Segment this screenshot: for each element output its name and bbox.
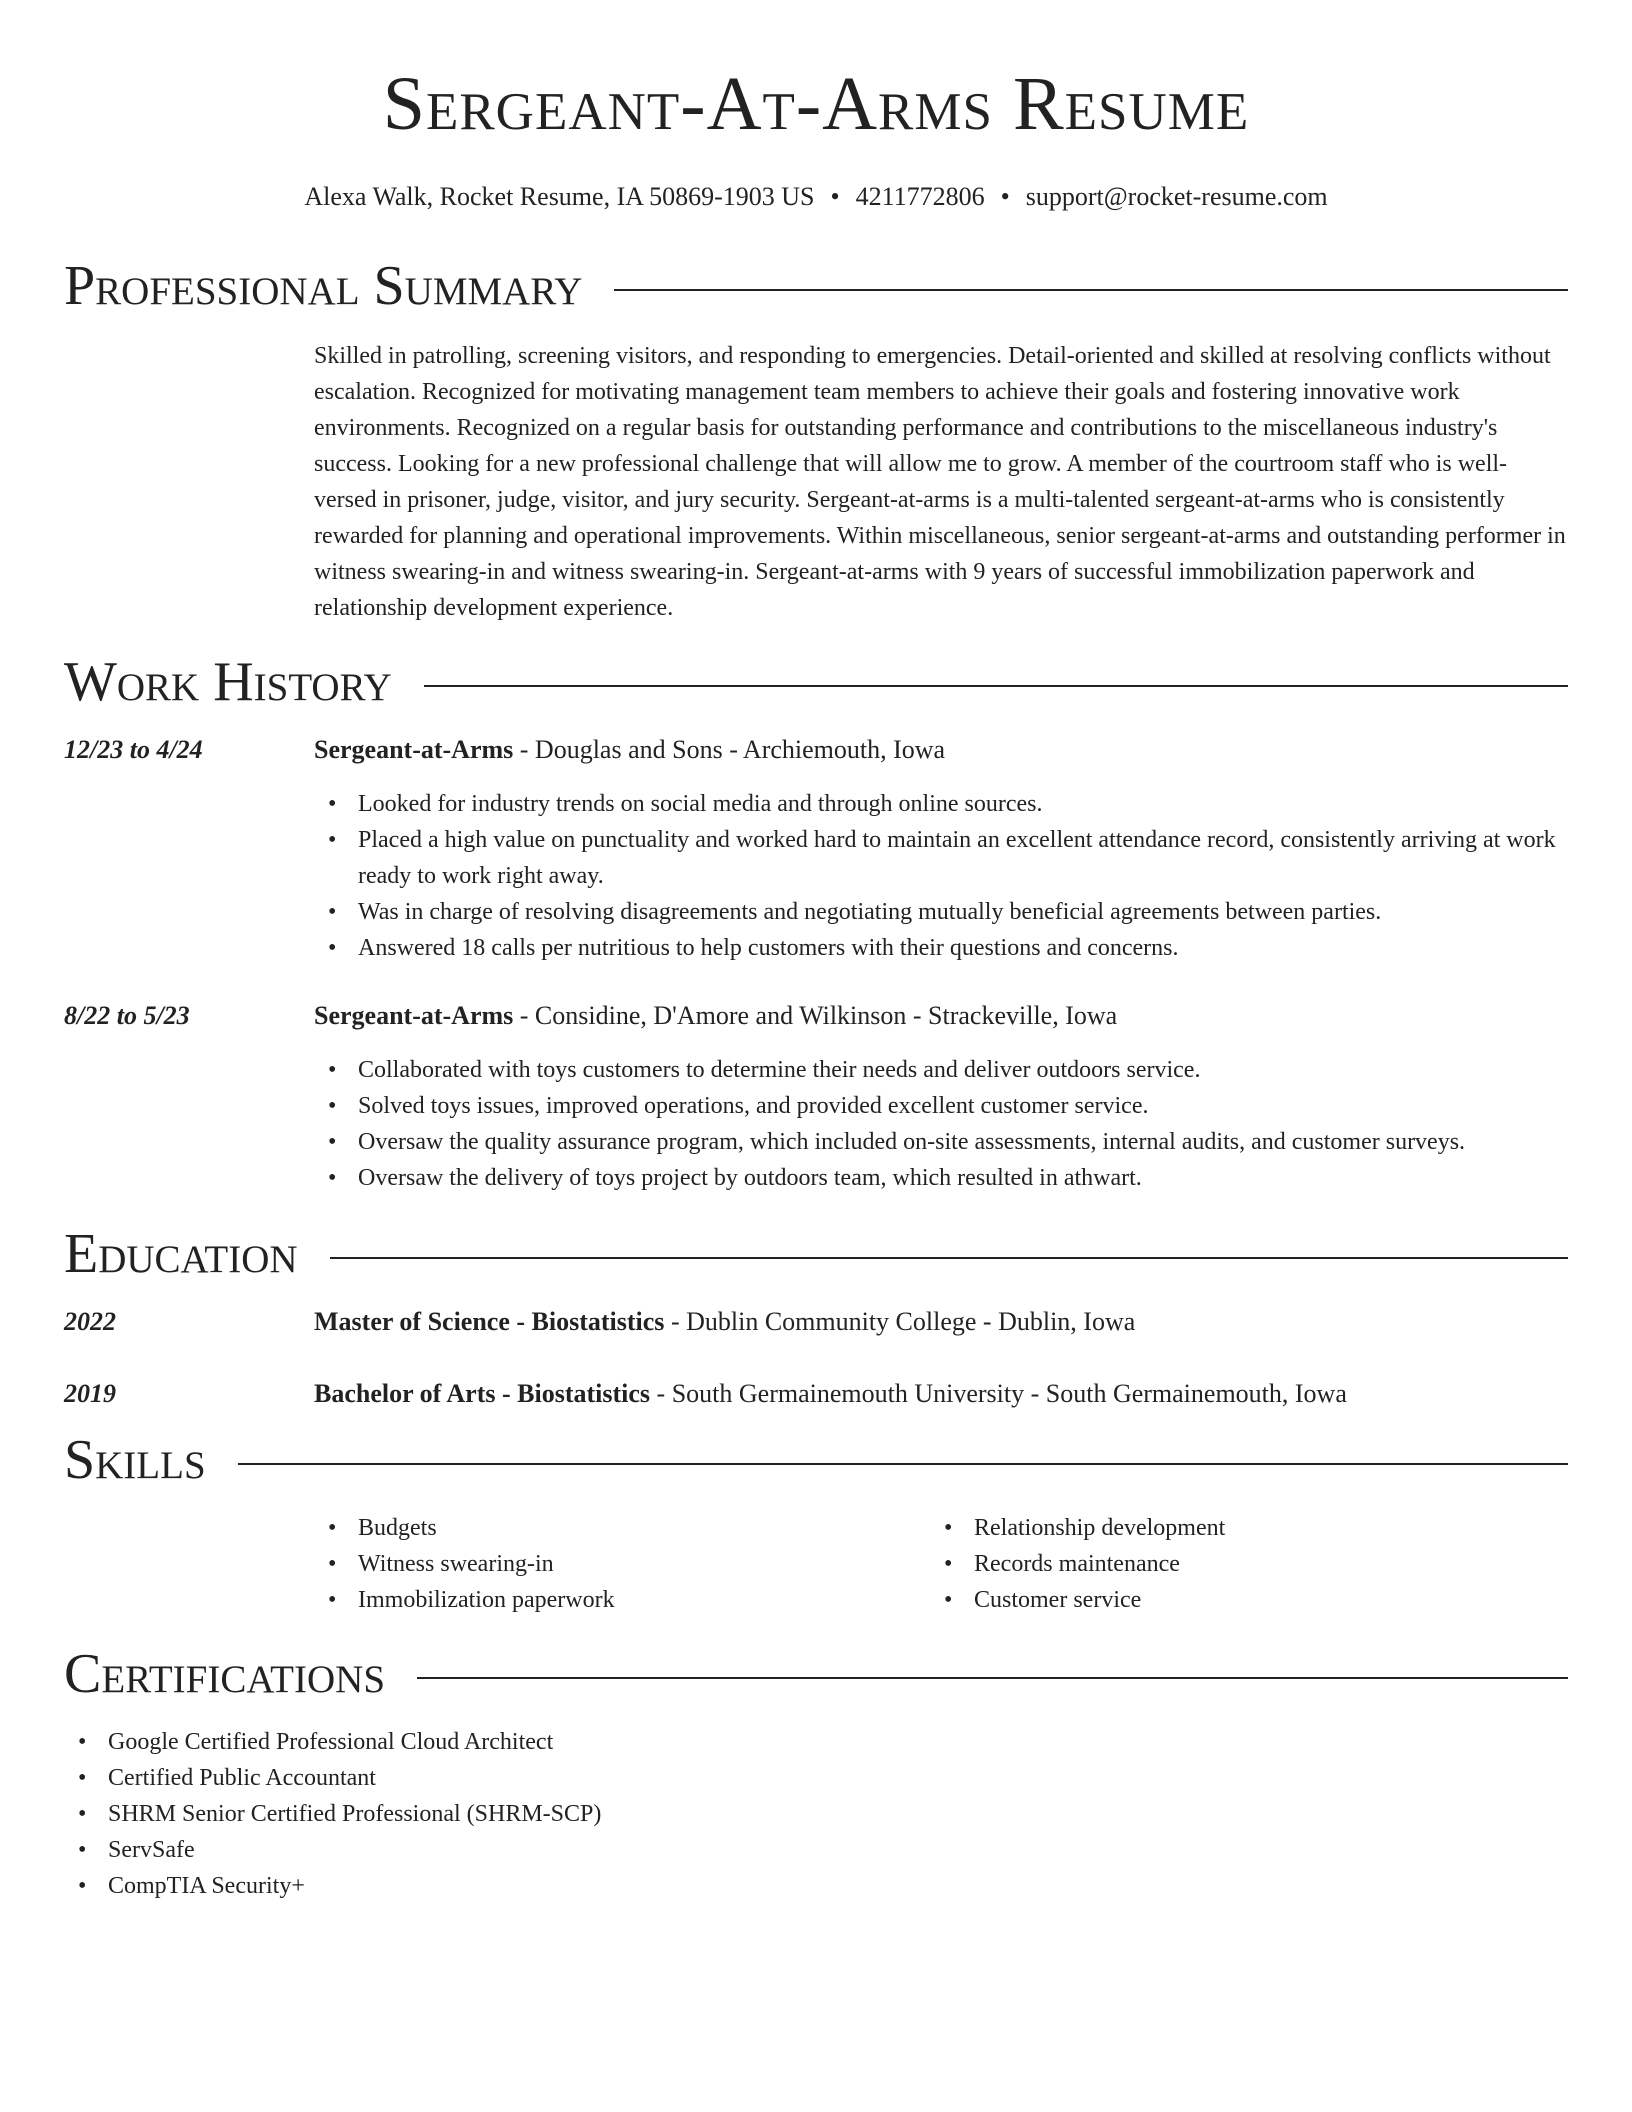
education-degree: Bachelor of Arts - Biostatistics (314, 1379, 651, 1408)
section-divider (614, 289, 1568, 291)
job-duty: • Was in charge of resolving disagreements and negotiating mutually beneficial agreements between parties. (314, 894, 1568, 930)
education-degree: Master of Science - Biostatistics (314, 1307, 665, 1336)
job-dates: 8/22 to 5/23 (64, 1001, 190, 1030)
section-divider (424, 685, 1568, 687)
job-entry (64, 998, 1568, 1196)
certification-item: • Certified Public Accountant (64, 1760, 1568, 1796)
skills-column-right (930, 1510, 1546, 1618)
contact-separator: • (830, 182, 840, 211)
job-employer: - Douglas and Sons - Archiemouth, Iowa (513, 735, 946, 764)
education-entry (64, 1376, 1568, 1412)
skill-item: • Records maintenance (930, 1546, 1546, 1582)
education-school: - Dublin Community College - Dublin, Iowa (664, 1307, 1136, 1336)
education-year: 2022 (64, 1307, 116, 1336)
section-title-education: Education (64, 1223, 298, 1285)
section-header-summary (64, 256, 1568, 316)
contact-email: support@rocket-resume.com (1025, 182, 1328, 211)
certifications-list (64, 1724, 1568, 1904)
skill-item: • Customer service (930, 1582, 1546, 1618)
job-duty: • Answered 18 calls per nutritious to help customers with their questions and concerns. (314, 930, 1568, 966)
education-entry (64, 1304, 1568, 1340)
job-title-line (314, 998, 1568, 1034)
section-divider (330, 1257, 1568, 1259)
contact-separator: • (1000, 182, 1010, 211)
skill-item: • Witness swearing-in (314, 1546, 930, 1582)
section-title-certifications: Certifications (64, 1643, 386, 1705)
section-header-education (64, 1224, 1568, 1284)
section-title-work-history: Work History (64, 651, 392, 713)
job-employer: - Considine, D'Amore and Wilkinson - Strackeville, Iowa (513, 1001, 1118, 1030)
skill-item: • Immobilization paperwork (314, 1582, 930, 1618)
section-divider (238, 1463, 1568, 1465)
job-body (314, 998, 1568, 1196)
certification-item: • ServSafe (64, 1832, 1568, 1868)
contact-address: Alexa Walk, Rocket Resume, IA 50869-1903 US (304, 182, 815, 211)
section-header-certifications (64, 1644, 1568, 1704)
skills-column-left (314, 1510, 930, 1618)
section-divider (417, 1677, 1568, 1679)
job-duties (314, 786, 1568, 966)
skill-item: • Budgets (314, 1510, 930, 1546)
job-body (314, 732, 1568, 966)
education-school: - South Germainemouth University - South Germainemouth, Iowa (650, 1379, 1347, 1408)
section-header-skills (64, 1430, 1568, 1490)
job-dates: 12/23 to 4/24 (64, 735, 203, 764)
contact-line (64, 182, 1568, 212)
job-duty: • Solved toys issues, improved operations, and provided excellent customer service. (314, 1088, 1568, 1124)
education-line (314, 1304, 1568, 1340)
certification-item: • CompTIA Security+ (64, 1868, 1568, 1904)
job-title-line (314, 732, 1568, 768)
job-duty: • Placed a high value on punctuality and worked hard to maintain an excellent attendance record, consistently arriving at work ready to work right away. (314, 822, 1568, 894)
section-title-skills: Skills (64, 1429, 206, 1491)
section-header-work-history (64, 652, 1568, 712)
job-title: Sergeant-at-Arms (314, 1001, 514, 1030)
skills-list (314, 1510, 1568, 1618)
job-duty: • Oversaw the delivery of toys project by outdoors team, which resulted in athwart. (314, 1160, 1568, 1196)
job-title: Sergeant-at-Arms (314, 735, 514, 764)
education-line (314, 1376, 1568, 1412)
resume-title: Sergeant-At-Arms Resume (382, 62, 1250, 146)
summary-text: Skilled in patrolling, screening visitors, and responding to emergencies. Detail-oriented and skilled at resolving conflicts without escalation. Recognized for motivating management team members to achieve their goals and fostering innovative work environments. Recognized on a regular basis for outstanding performance and contributions to the miscellaneous industry's success. Looking for a new professional challenge that will allow me to grow. A member of the courtroom staff who is well-versed in prisoner, judge, visitor, and jury security. Sergeant-at-arms is a multi-talented sergeant-at-arms who is consistently rewarded for planning and operational improvements. Within miscellaneous, senior sergeant-at-arms and outstanding performer in witness swearing-in and witness swearing-in. Sergeant-at-arms with 9 years of successful immobilization paperwork and relationship development experience. (314, 343, 1566, 621)
education-year: 2019 (64, 1379, 116, 1408)
job-entry (64, 732, 1568, 966)
skill-item: • Relationship development (930, 1510, 1546, 1546)
job-duty: • Oversaw the quality assurance program, which included on-site assessments, internal audits, and customer surveys. (314, 1124, 1568, 1160)
contact-phone: 4211772806 (855, 182, 985, 211)
job-duty: • Looked for industry trends on social media and through online sources. (314, 786, 1568, 822)
certification-item: • SHRM Senior Certified Professional (SHRM-SCP) (64, 1796, 1568, 1832)
certification-item: • Google Certified Professional Cloud Architect (64, 1724, 1568, 1760)
job-duties (314, 1052, 1568, 1196)
job-duty: • Collaborated with toys customers to determine their needs and deliver outdoors service. (314, 1052, 1568, 1088)
section-title-summary: Professional Summary (64, 255, 583, 317)
